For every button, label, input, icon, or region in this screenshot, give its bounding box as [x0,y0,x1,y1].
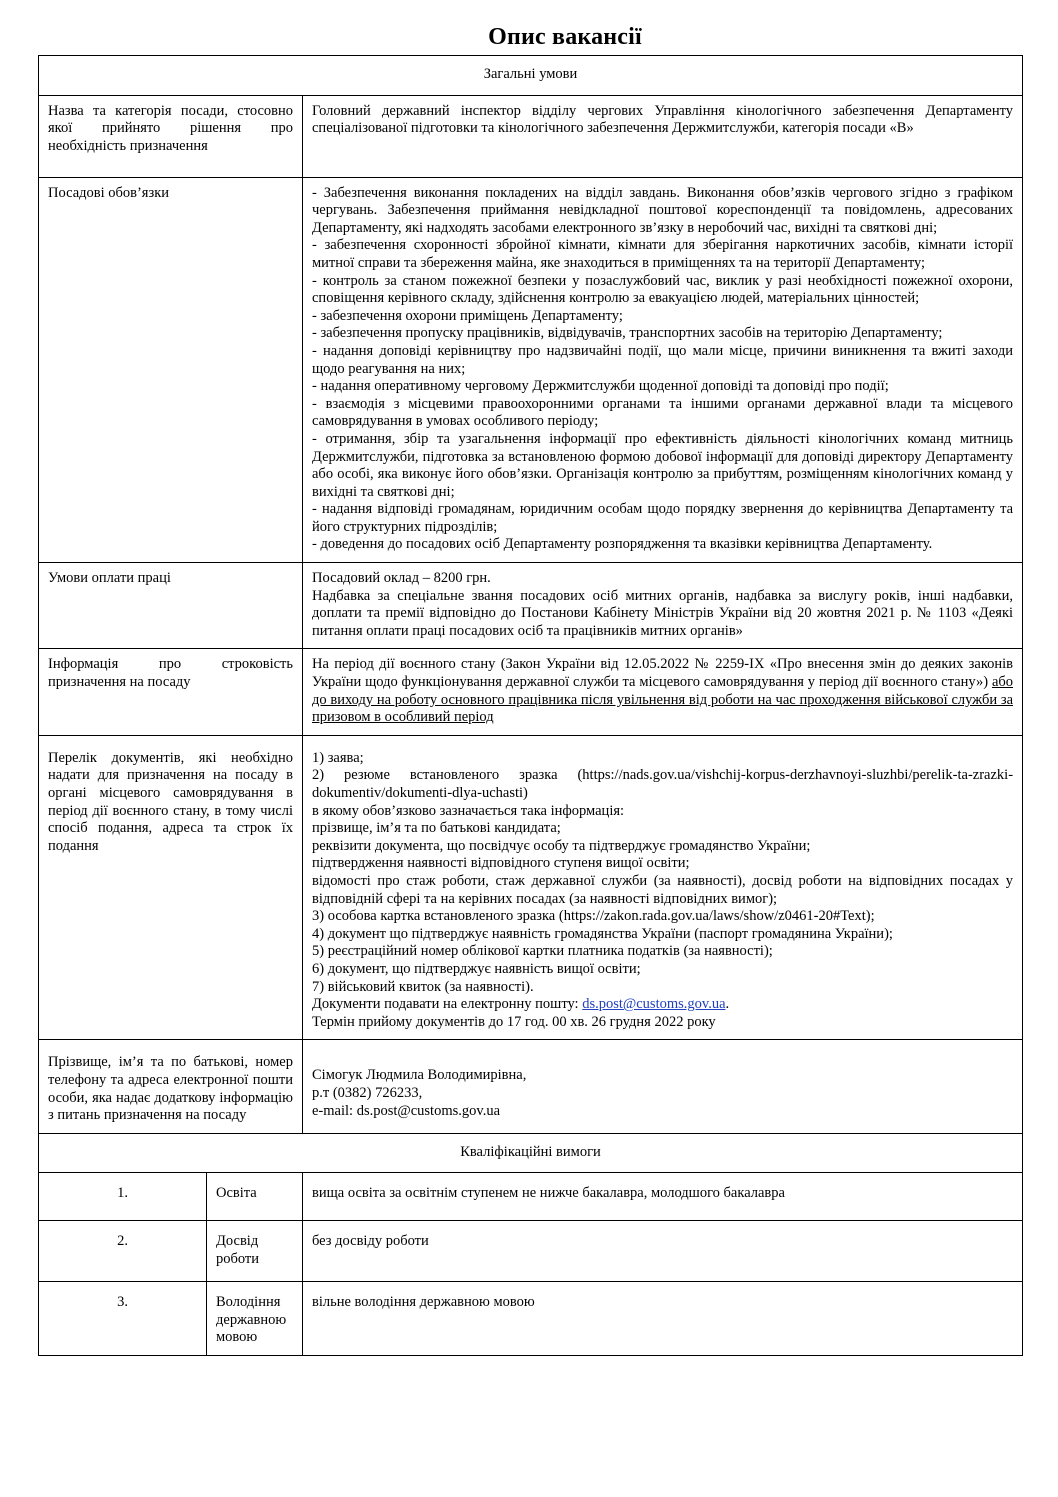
qualification-header-row [39,1133,1023,1173]
contact-label: Прізвище, ім’я та по батькові, номер телефону та адреса електронної пошти особи, яка надає додаткову інформацію з питань призначення на посаду [39,1040,303,1133]
document-item: 7) військовий квиток (за наявності). [312,978,534,995]
qualification-value: вища освіта за освітнім ступенем не нижче бакалавра, молодшого бакалавра [303,1173,1023,1221]
pay-label: Умови оплати праці [39,563,303,649]
qualification-number: 1. [39,1173,207,1221]
position-label: Назва та категорія посади, стосовно якої прийнято рішення про необхідність призначення [39,95,303,177]
duties-list [303,177,1023,562]
position-row [39,95,1023,177]
term-text: На період дії воєнного стану (Закон України від 12.05.2022 № 2259-IX «Про внесення змін до деяких законів України щодо функціонування державної служби та місцевого самоврядування у період дії воєнного стану») [312,656,1014,691]
term-underlined-text: або до виходу на роботу основного працівника після увільнення від роботи на час проходження військової служби за призовом в особливий період [312,674,1014,726]
document-title: Опис вакансії [488,24,642,50]
duty-item: - Забезпечення виконання покладених на відділ завдань. Виконання обов’язків чергового згідно з графіком чергувань. Забезпечення приймання невідкладної поштової кореспонденції та повідомлень, адресованих Департаменту, які надходять засобами електронного зв’язку в неробочий час, вихідні та святкові дні; [312,184,1014,236]
duty-item: - забезпечення пропуску працівників, відвідувачів, транспортних засобів на територію Департаменту; [312,325,943,342]
contact-phone: р.т (0382) 726233, [312,1084,423,1101]
document-item: 5) реєстраційний номер облікової картки платника податків (за наявності); [312,943,773,960]
document-item: 4) документ що підтверджує наявність громадянства України (паспорт громадянина України); [312,925,893,942]
term-value [303,649,1023,735]
duty-item: - забезпечення охорони приміщень Департаменту; [312,307,623,324]
duties-row [39,177,1023,562]
documents-row [39,735,1023,1040]
document-item: 2) резюме встановленого зразка (https://nads.gov.ua/vishchij-korpus-derzhavnoyi-sluzhbi/perelik-ta-zrazki-dokumentiv/dokumenti-dlya-uchasti) [312,767,1014,801]
qualification-header: Кваліфікаційні вимоги [39,1133,1023,1173]
document-item: 1) заява; [312,749,364,766]
contact-email: e-mail: ds.post@customs.gov.ua [312,1102,501,1119]
duty-item: - надання оперативному черговому Держмитслужби щоденної доповіді та доповіді про події; [312,378,889,395]
duty-item: - отримання, збір та узагальнення інформації про ефективність діяльності кінологічних команд митниць Держмитслужби, підготовка за встановленою формою добової інформації для доповіді директору Департаменту або особі, яка виконує його обов’язки. Організація контролю за прибуттям, розміщенням кінологічних команд у вихідні та святкові дні; [312,430,1014,500]
documents-label: Перелік документів, які необхідно надати для призначення на посаду в органі місцевого самоврядування в період дії воєнного стану, в тому числі спосіб подання, адреса та строк їх подання [39,735,303,1040]
duty-item: - контроль за станом пожежної безпеки у позаслужбовий час, виклик у разі необхідності пожежної охорони, сповіщення керівного складу, здійснення контролю за евакуацією людей, матеріальних цінностей; [312,272,1014,307]
duty-item: - доведення до посадових осіб Департаменту розпорядження та вказівки керівництва Департаменту. [312,536,933,553]
vacancy-table [38,55,1023,1356]
duties-label: Посадові обов’язки [39,177,303,562]
allowances-text: Надбавка за спеціальне звання посадових осіб митних органів, надбавка за вислугу років, інші надбавки, доплати та премії відповідно до Постанови Кабінету Міністрів України від 20 жовтня 2021 р. № 1103 «Деякі питання оплати праці посадових осіб та працівників митних органів» [312,587,1014,639]
deadline-text: Термін прийому документів до 17 год. 00 хв. 26 грудня 2022 року [312,1013,716,1030]
duty-item: - взаємодія з місцевими правоохоронними органами та іншими органами державної влади та місцевого самоврядування в умовах особливого періоду; [312,395,1014,430]
general-conditions-header-row [39,56,1023,96]
document-item: відомості про стаж роботи, стаж державної служби (за наявності), досвід роботи на відповідних посадах у відповідній сфері та на керівних посадах (за наявності відповідних вимог); [312,872,1014,907]
submit-prefix: Документи подавати на електронну пошту: [312,996,583,1013]
documents-list [303,735,1023,1040]
position-value: Головний державний інспектор відділу чергових Управління кінологічного забезпечення Департаменту спеціалізованої підготовки та кінологічного забезпечення Держмитслужби, категорія посади «В» [303,95,1023,177]
email-link[interactable]: ds.post@customs.gov.ua [582,996,726,1013]
document-item: прізвище, ім’я та по батькові кандидата; [312,820,561,837]
term-label: Інформація про строковість призначення на посаду [39,649,303,735]
document-item: 3) особова картка встановленого зразка (https://zakon.rada.gov.ua/laws/show/z0461-20#Text); [312,908,875,925]
qualification-name: Досвід роботи [207,1221,303,1282]
document-item: 6) документ, що підтверджує наявність вищої освіти; [312,960,641,977]
general-conditions-header: Загальні умови [39,56,1023,96]
duty-item: - надання відповіді громадянам, юридичним особам щодо порядку звернення до керівництва Департаменту та його структурних підрозділів; [312,501,1014,535]
contact-value [303,1040,1023,1133]
contact-name: Сімогук Людмила Володимирівна, [312,1067,527,1084]
duty-item: - забезпечення схоронності збройної кімнати, кімнати для зберігання наркотичних засобів, кімнати історії митної справи та збереження майна, яке знаходиться в приміщеннях та на території Департаменту; [312,237,1014,271]
document-item: підтвердження наявності відповідного ступеня вищої освіти; [312,855,690,872]
qualification-row [39,1173,1023,1221]
submit-suffix: . [725,996,730,1013]
duty-item: - надання доповіді керівництву про надзвичайні події, що мали місце, причини виникнення та вжиті заходи щодо реагування на них; [312,342,1014,377]
salary-text: Посадовий оклад – 8200 грн. [312,570,491,587]
term-row [39,649,1023,735]
document-item: реквізити документа, що посвідчує особу та підтверджує громадянство України; [312,837,811,854]
submit-line [312,996,1013,1014]
document-item: в якому обов’язково зазначається така інформація: [312,802,625,819]
qualification-row [39,1282,1023,1356]
contact-row [39,1040,1023,1133]
qualification-name: Володіння державною мовою [207,1282,303,1356]
qualification-row [39,1221,1023,1282]
pay-value [303,563,1023,649]
qualification-value: без досвіду роботи [303,1221,1023,1282]
qualification-name: Освіта [207,1173,303,1221]
qualification-number: 2. [39,1221,207,1282]
qualification-value: вільне володіння державною мовою [303,1282,1023,1356]
qualification-number: 3. [39,1282,207,1356]
pay-row [39,563,1023,649]
